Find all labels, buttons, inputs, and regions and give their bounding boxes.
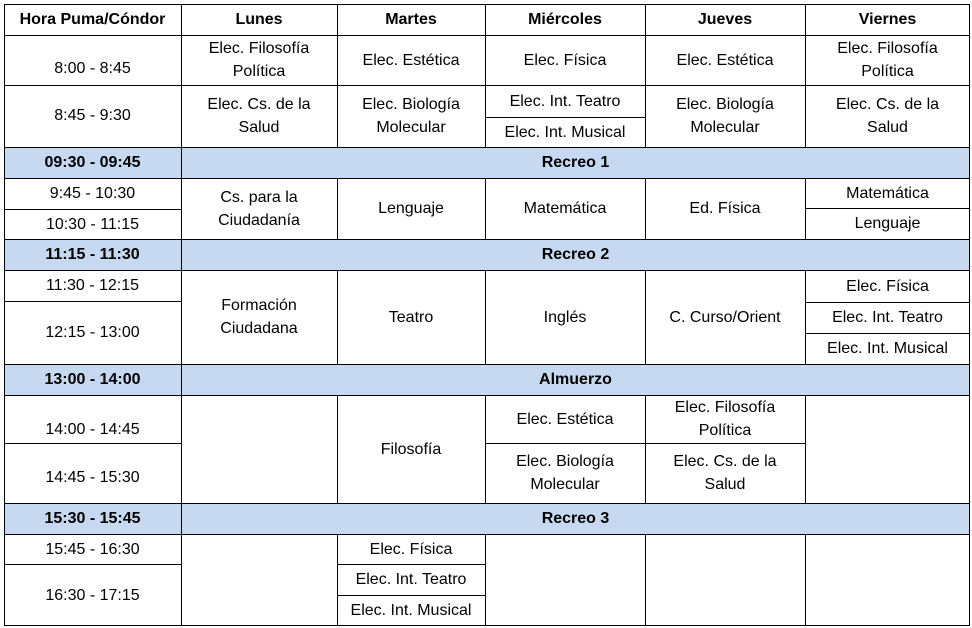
class-cell: Elec. Física (369, 540, 453, 558)
class-cell: Elec. Int. Teatro (355, 571, 467, 588)
grid-line (337, 270, 338, 364)
time-slot: 14:45 - 15:30 (45, 469, 140, 486)
grid-line (4, 534, 970, 535)
grid-line (4, 364, 970, 365)
time-slot: 11:15 - 11:30 (45, 246, 140, 263)
grid-line (645, 178, 646, 239)
grid-line (805, 270, 806, 364)
grid-line (969, 4, 970, 626)
grid-line (485, 117, 645, 118)
time-slot: 8:00 - 8:45 (54, 60, 131, 77)
header-day: Miércoles (528, 11, 602, 28)
grid-line (645, 270, 646, 364)
class-cell: Elec. Cs. de la Salud (207, 96, 311, 136)
class-cell: Elec. Int. Musical (504, 123, 626, 141)
grid-line (645, 4, 646, 147)
class-cell: Ed. Física (689, 200, 761, 217)
grid-line (645, 395, 646, 503)
class-cell: Elec. Cs. de la Salud (835, 96, 940, 136)
class-cell: Elec. Biología Molecular (676, 96, 774, 136)
class-cell: Elec. Biología Molecular (516, 453, 614, 493)
class-cell: Elec. Cs. de la Salud (673, 453, 777, 493)
grid-line (805, 208, 970, 209)
time-slot: 14:00 - 14:45 (45, 421, 140, 438)
grid-line (4, 147, 970, 148)
grid-line (805, 333, 970, 334)
time-slot: 9:45 - 10:30 (49, 185, 136, 202)
grid-line (645, 534, 646, 626)
class-cell: Elec. Física (846, 277, 929, 295)
grid-line (337, 534, 338, 626)
grid-line (4, 270, 970, 271)
grid-line (4, 395, 970, 396)
class-cell: Matemática (523, 200, 607, 217)
grid-line (337, 564, 485, 565)
grid-line (485, 534, 486, 626)
break-label: Almuerzo (539, 371, 612, 388)
header-day: Jueves (697, 11, 753, 28)
class-cell: Elec. Filosofía Política (837, 40, 938, 80)
time-slot: 11:30 - 12:15 (45, 277, 140, 294)
time-slot: 12:15 - 13:00 (45, 324, 140, 341)
class-cell: Cs. para la Ciudadanía (218, 188, 300, 229)
grid-line (4, 503, 970, 504)
class-cell: Elec. Filosofía Política (208, 40, 310, 80)
time-slot: 09:30 - 09:45 (44, 154, 141, 171)
header-day: Lunes (235, 11, 283, 28)
class-cell: Matemática (846, 184, 929, 202)
break-label: Recreo 2 (541, 246, 610, 263)
class-cell: Inglés (543, 308, 587, 326)
grid-line (337, 4, 338, 147)
header-day: Martes (385, 11, 437, 28)
header-time: Hora Puma/Cóndor (19, 11, 166, 28)
class-cell: Filosofía (380, 440, 442, 458)
grid-line (805, 395, 806, 503)
class-cell: C. Curso/Orient (669, 308, 781, 326)
class-cell: Elec. Int. Teatro (509, 92, 621, 110)
grid-line (4, 178, 970, 179)
grid-line (4, 35, 970, 36)
grid-line (4, 301, 181, 302)
class-cell: Elec. Estética (362, 51, 460, 69)
grid-line (805, 4, 806, 147)
grid-line (4, 85, 970, 86)
time-slot: 13:00 - 14:00 (44, 371, 141, 388)
class-cell: Elec. Estética (516, 410, 614, 428)
grid-line (4, 239, 970, 240)
grid-line (337, 178, 338, 239)
class-cell: Elec. Int. Musical (350, 602, 472, 619)
grid-line (805, 534, 806, 626)
time-slot: 15:30 - 15:45 (44, 510, 141, 527)
class-cell: Lenguaje (378, 200, 444, 217)
grid-line (337, 595, 485, 596)
class-cell: Lenguaje (854, 215, 921, 232)
class-cell: Elec. Física (523, 51, 607, 69)
time-slot: 8:45 - 9:30 (54, 107, 131, 124)
break-label: Recreo 1 (541, 154, 610, 171)
grid-line (337, 395, 338, 503)
header-day: Viernes (858, 11, 917, 28)
schedule-table (4, 4, 970, 626)
time-slot: 15:45 - 16:30 (45, 540, 140, 558)
grid-line (4, 4, 5, 626)
grid-line (485, 395, 486, 503)
grid-line (805, 178, 806, 239)
grid-line (181, 4, 182, 626)
grid-line (4, 564, 181, 565)
time-slot: 10:30 - 11:15 (45, 215, 140, 233)
time-slot: 16:30 - 17:15 (45, 586, 140, 604)
grid-line (485, 178, 486, 239)
grid-line (4, 209, 181, 210)
class-cell: Elec. Biología Molecular (362, 96, 460, 136)
grid-line (805, 302, 970, 303)
class-cell: Formación Ciudadana (220, 297, 298, 337)
class-cell: Elec. Int. Teatro (832, 309, 943, 326)
grid-line (485, 4, 486, 147)
grid-line (485, 270, 486, 364)
grid-line (4, 625, 970, 626)
class-cell: Elec. Estética (676, 51, 774, 69)
grid-line (4, 4, 970, 5)
grid-line (4, 443, 181, 444)
class-cell: Elec. Filosofía Política (674, 399, 776, 439)
class-cell: Elec. Int. Musical (827, 340, 948, 357)
break-label: Recreo 3 (541, 510, 610, 527)
class-cell: Teatro (388, 308, 434, 326)
